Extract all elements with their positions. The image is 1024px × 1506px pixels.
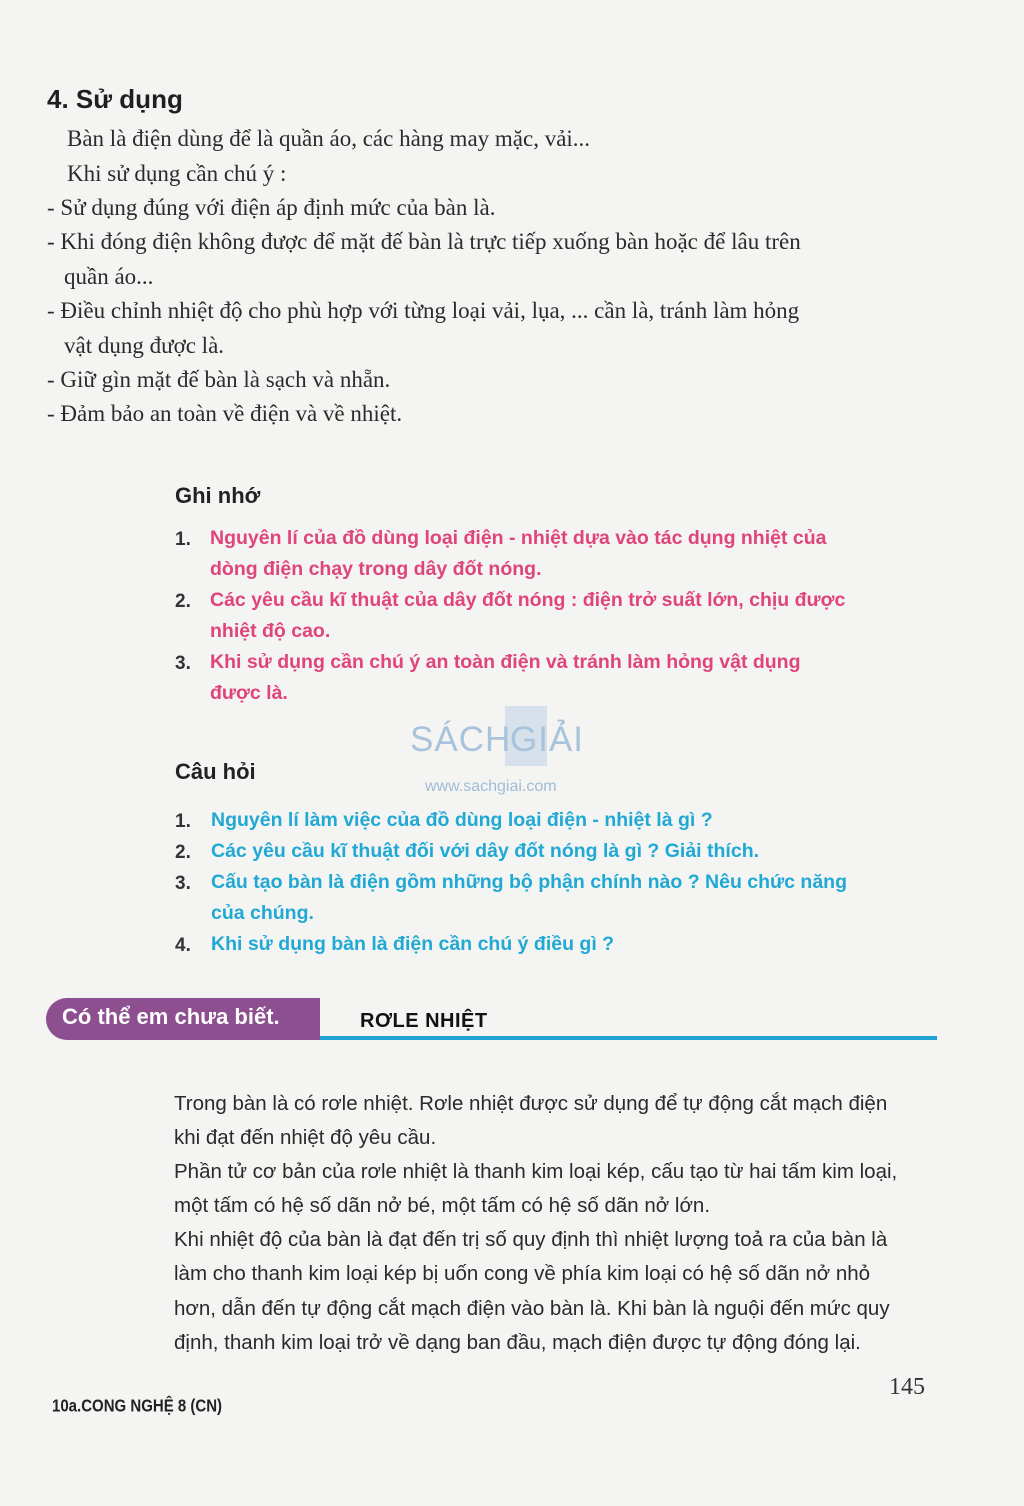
cau-hoi-number: 3. (175, 873, 191, 894)
section-line: - Đảm bảo an toàn về điện và về nhiệt. (47, 401, 403, 426)
ghi-nho-line: Nguyên lí của đồ dùng loại điện - nhiệt dựa vào tác dụng nhiệt của (210, 527, 827, 549)
section-title: 4. Sử dụng (47, 84, 183, 114)
box-line: một tấm có hệ số dãn nở bé, một tấm có hệ số dãn nở lớn. (174, 1194, 711, 1217)
watermark-url: www.sachgiai.com (425, 778, 557, 795)
cau-hoi-number: 2. (175, 842, 191, 863)
banner-title: Có thể em chưa biết. (62, 1004, 280, 1029)
box-line: làm cho thanh kim loại kép bị uốn cong về phía kim loại có hệ số dãn nở nhỏ (174, 1262, 871, 1285)
section-line: - Sử dụng đúng với điện áp định mức của bàn là. (47, 195, 496, 220)
ghi-nho-line: được là. (210, 682, 288, 704)
cau-hoi-heading: Câu hỏi (175, 759, 256, 784)
banner-underline (320, 1036, 937, 1040)
box-line: khi đạt đến nhiệt độ yêu cầu. (174, 1126, 437, 1149)
section-line: quần áo... (64, 264, 154, 289)
box-line: Khi nhiệt độ của bàn là đạt đến trị số quy định thì nhiệt lượng toả ra của bàn là (174, 1228, 888, 1251)
banner-subtitle: RƠLE NHIỆT (360, 1010, 488, 1032)
footer-label: 10a.CONG NGHỆ 8 (CN) (52, 1396, 223, 1417)
box-line: định, thanh kim loại trở về dạng ban đầu, mạch điện được tự động đóng lại. (174, 1331, 861, 1354)
section-line: vật dụng được là. (64, 333, 225, 358)
ghi-nho-line: Các yêu cầu kĩ thuật của dây đốt nóng : điện trở suất lớn, chịu được (210, 589, 846, 611)
ghi-nho-heading: Ghi nhớ (175, 483, 261, 508)
watermark-left: SÁCH (410, 720, 512, 759)
cau-hoi-number: 4. (175, 935, 191, 956)
section-line: Bàn là điện dùng để là quần áo, các hàng may mặc, vải... (67, 126, 591, 151)
box-line: hơn, dẫn đến tự động cắt mạch điện vào bàn là. Khi bàn là nguội đến mức quy (174, 1297, 890, 1320)
box-line: Trong bàn là có rơle nhiệt. Rơle nhiệt được sử dụng để tự động cắt mạch điện (174, 1092, 888, 1115)
cau-hoi-line: Khi sử dụng bàn là điện cần chú ý điều gì ? (211, 933, 615, 955)
cau-hoi-line: Nguyên lí làm việc của đồ dùng loại điện - nhiệt là gì ? (211, 809, 713, 831)
ghi-nho-number: 1. (175, 529, 191, 550)
ghi-nho-number: 2. (175, 591, 191, 612)
page-number: 145 (889, 1374, 925, 1400)
box-line: Phần tử cơ bản của rơle nhiệt là thanh kim loại kép, cấu tạo từ hai tấm kim loại, (174, 1160, 898, 1183)
section-line: Khi sử dụng cần chú ý : (67, 161, 287, 186)
ghi-nho-line: nhiệt độ cao. (210, 620, 331, 642)
section-line: - Khi đóng điện không được để mặt đế bàn là trực tiếp xuống bàn hoặc để lâu trên (47, 229, 801, 254)
cau-hoi-line: Cấu tạo bàn là điện gồm những bộ phận chính nào ? Nêu chức năng (211, 871, 847, 893)
watermark-right: GIẢI (510, 720, 585, 759)
ghi-nho-line: Khi sử dụng cần chú ý an toàn điện và tránh làm hỏng vật dụng (210, 651, 801, 673)
watermark-logo (410, 706, 620, 776)
cau-hoi-line: của chúng. (211, 902, 314, 924)
section-line: - Điều chỉnh nhiệt độ cho phù hợp với từng loại vải, lụa, ... cần là, tránh làm hỏng (47, 298, 800, 323)
ghi-nho-line: dòng điện chạy trong dây đốt nóng. (210, 558, 542, 580)
cau-hoi-number: 1. (175, 811, 191, 832)
cau-hoi-line: Các yêu cầu kĩ thuật đối với dây đốt nóng là gì ? Giải thích. (211, 840, 760, 862)
ghi-nho-number: 3. (175, 653, 191, 674)
section-line: - Giữ gìn mặt đế bàn là sạch và nhẵn. (47, 367, 391, 392)
